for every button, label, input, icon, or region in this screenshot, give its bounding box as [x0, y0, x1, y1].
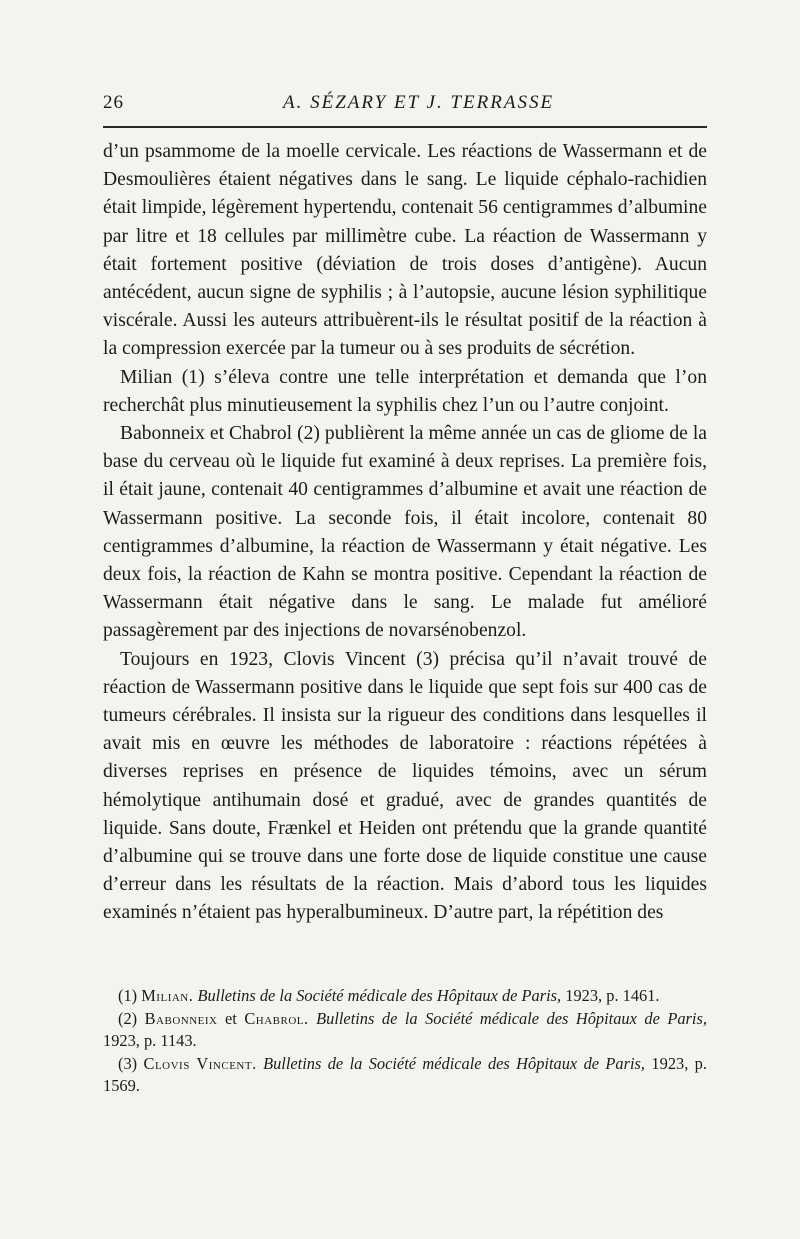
footnote-author: Clovis Vincent. — [143, 1053, 257, 1073]
paragraph-4: Toujours en 1923, Clovis Vincent (3) précisa qu’il n’avait trouvé de réaction de Wassermann positive dans le liquide que sept fois sur 400 cas de tumeurs cérébrales. Il insista sur la rigueur des conditions dans lesquelles il avait mis en œuvre les méthodes de laboratoire : réactions répétées à diverses reprises en présence de liquides témoins, avec un sérum hémolytique antihumain dosé et gradué, avec de grandes quantités de liquide. Sans doute, Frænkel et Heiden ont prétendu que la grande quantité d’albumine qui se trouve dans une forte dose de liquide constitue une cause d’erreur dans les résultats de la réaction. Mais d’abord tous les liquides examinés n’étaient pas hyperalbumineux. D’autre part, la répétition des — [103, 648, 707, 924]
running-header — [103, 92, 707, 122]
footnote-reference: 1923, p. 1143. — [103, 1031, 197, 1051]
footnote-reference: 1923, p. 1461. — [565, 986, 660, 1005]
footnote-connector: et — [225, 1008, 237, 1028]
footnote-journal: Bulletins de la Société médicale des Hôpitaux de Paris, — [263, 1053, 646, 1073]
footnote-1 — [103, 985, 707, 1008]
footnote-marker: (2) — [118, 1008, 138, 1028]
page-number: 26 — [103, 92, 124, 113]
footnote-marker: (3) — [118, 1053, 138, 1073]
footnote-author-2: Chabrol. — [244, 1008, 309, 1028]
footnote-journal: Bulletins de la Société médicale des Hôpitaux de Paris, — [197, 986, 562, 1005]
paragraph-1: d’un psammome de la moelle cervicale. Les réactions de Wassermann et de Desmoulières étaient négatives dans le sang. Le liquide céphalo-rachidien était limpide, légèrement hypertendu, contenait 56 centigrammes d’albumine par litre et 18 cellules par millimètre cube. La réaction de Wassermann y était fortement positive (déviation de trois doses d’antigène). Aucun antécédent, aucun signe de syphilis ; à l’autopsie, aucune lésion syphilitique viscérale. Aussi les auteurs attribuèrent-ils le résultat positif de la réaction à la compression exercée par la tumeur ou à ses produits de sécrétion. — [103, 141, 707, 360]
footnote-marker: (1) — [118, 986, 138, 1005]
footnote-author: Milian. — [141, 986, 194, 1005]
paragraph-3: Babonneix et Chabrol (2) publièrent la même année un cas de gliome de la base du cerveau où le liquide fut examiné à deux reprises. La première fois, il était jaune, contenait 40 centigrammes d’albumine et avait une réaction de Wassermann positive. La seconde fois, il était incolore, contenait 80 centigrammes d’albumine, la réaction de Wassermann y était négative. Les deux fois, la réaction de Kahn se montra positive. Cependant la réaction de Wassermann était négative dans le sang. Le malade fut amélioré passagèrement par des injections de novarsénobenzol. — [103, 423, 707, 642]
footnote-2 — [103, 1008, 707, 1053]
footnote-author: Babonneix — [144, 1008, 218, 1028]
footnote-3 — [103, 1053, 707, 1098]
header-rule — [103, 126, 707, 128]
footnote-journal: Bulletins de la Société médicale des Hôpitaux de Paris, — [316, 1008, 707, 1028]
paragraph-2: Milian (1) s’éleva contre une telle interprétation et demanda que l’on recherchât plus minutieusement la syphilis chez l’un ou l’autre conjoint. — [103, 366, 707, 416]
body-text — [103, 138, 707, 928]
footnote-reference: 1923, p. 1569. — [103, 1053, 707, 1096]
running-title: A. SÉZARY ET J. TERRASSE — [283, 92, 555, 113]
footnotes — [103, 985, 707, 1098]
